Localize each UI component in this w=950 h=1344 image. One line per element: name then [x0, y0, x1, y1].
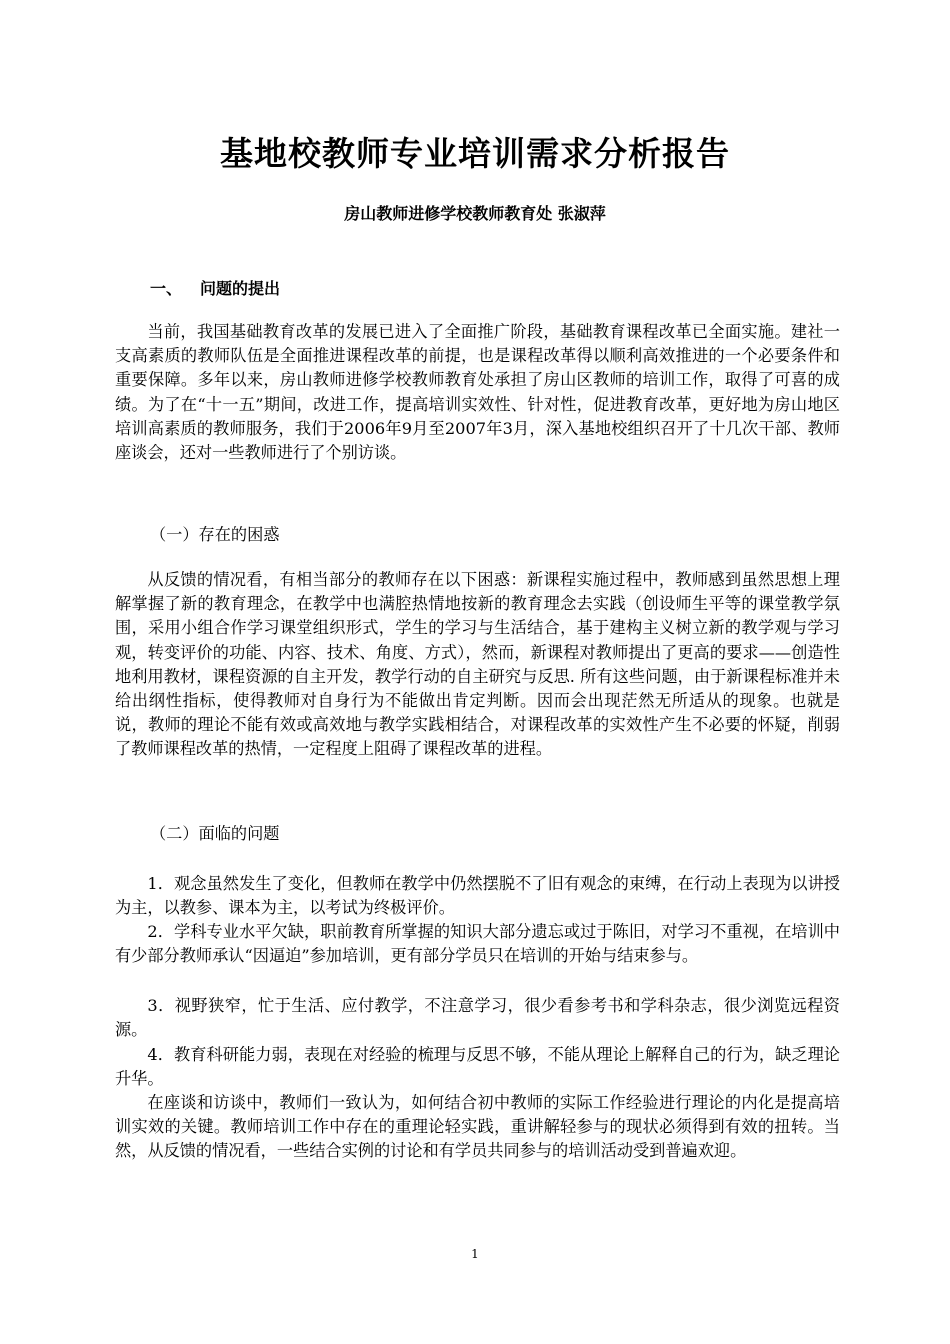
subsection-heading-1: （一）存在的困惑 [150, 525, 280, 544]
document-author: 房山教师进修学校教师教育处 张淑萍 [344, 204, 606, 223]
problem-item-4: 4．教育科研能力弱，表现在对经验的梳理与反思不够，不能从理论上解释自己的行为，缺乏理论升华。 [115, 1045, 840, 1089]
confusion-paragraph: 从反馈的情况看，有相当部分的教师存在以下困惑：新课程实施过程中，教师感到虽然思想上理解掌握了新的教育理念，在教学中也满腔热情地按新的教育理念去实践（创设师生平等的课堂教学氛围，采用小组合作学习课堂组织形式，学生的学习与生活结合，基于建构主义树立新的教学观与学习观，转变评价的功能、内容、技术、角度、方式），然而，新课程对教师提出了更高的要求——创造性地利用教材，课程资源的自主开发，教学行动的自主研究与反思. 所有这些问题，由于新课程标准并未给出纲性指标，使得教师对自身行为不能做出肯定判断。因而会出现茫然无所适从的现象。也就是说，教师的理论不能有效或高效地与教学实践相结合，对课程改革的实效性产生不必要的怀疑，削弱了教师课程改革的热情，一定程度上阻碍了课程改革的进程。 [115, 570, 840, 759]
closing-paragraph: 在座谈和访谈中，教师们一致认为，如何结合初中教师的实际工作经验进行理论的内化是提高培训实效的关键。教师培训工作中存在的重理论轻实践，重讲解轻参与的现状必须得到有效的扭转。当然，从反馈的情况看，一些结合实例的讨论和有学员共同参与的培训活动受到普遍欢迎。 [115, 1093, 840, 1161]
problem-item-3: 3．视野狭窄，忙于生活、应付教学，不注意学习，很少看参考书和学科杂志，很少浏览远程资源。 [115, 996, 840, 1040]
section-number: 一、 [150, 279, 183, 298]
problem-item-2: 2．学科专业水平欠缺，职前教育所掌握的知识大部分遗忘或过于陈旧，对学习不重视，在培训中有少部分教师承认“因逼迫”参加培训，更有部分学员只在培训的开始与结束参与。 [115, 922, 840, 966]
problem-item-1: 1．观念虽然发生了变化，但教师在教学中仍然摆脱不了旧有观念的束缚，在行动上表现为以讲授为主，以教参、课本为主，以考试为终极评价。 [115, 874, 840, 918]
section-title: 问题的提出 [200, 279, 281, 298]
subsection-heading-2: （二）面临的问题 [150, 824, 280, 843]
document-title: 基地校教师专业培训需求分析报告 [220, 134, 730, 173]
section-heading [150, 276, 280, 299]
intro-paragraph: 当前，我国基础教育改革的发展已进入了全面推广阶段，基础教育课程改革已全面实施。建社一支高素质的教师队伍是全面推进课程改革的前提，也是课程改革得以顺利高效推进的一个必要条件和重要保障。多年以来，房山教师进修学校教师教育处承担了房山区教师的培训工作，取得了可喜的成绩。为了在“十一五”期间，改进工作，提高培训实效性、针对性，促进教育改革，更好地为房山地区培训高素质的教师服务，我们于2006年9月至2007年3月，深入基地校组织召开了十几次干部、教师座谈会，还对一些教师进行了个别访谈。 [115, 322, 840, 463]
page-number: 1 [471, 1247, 479, 1261]
